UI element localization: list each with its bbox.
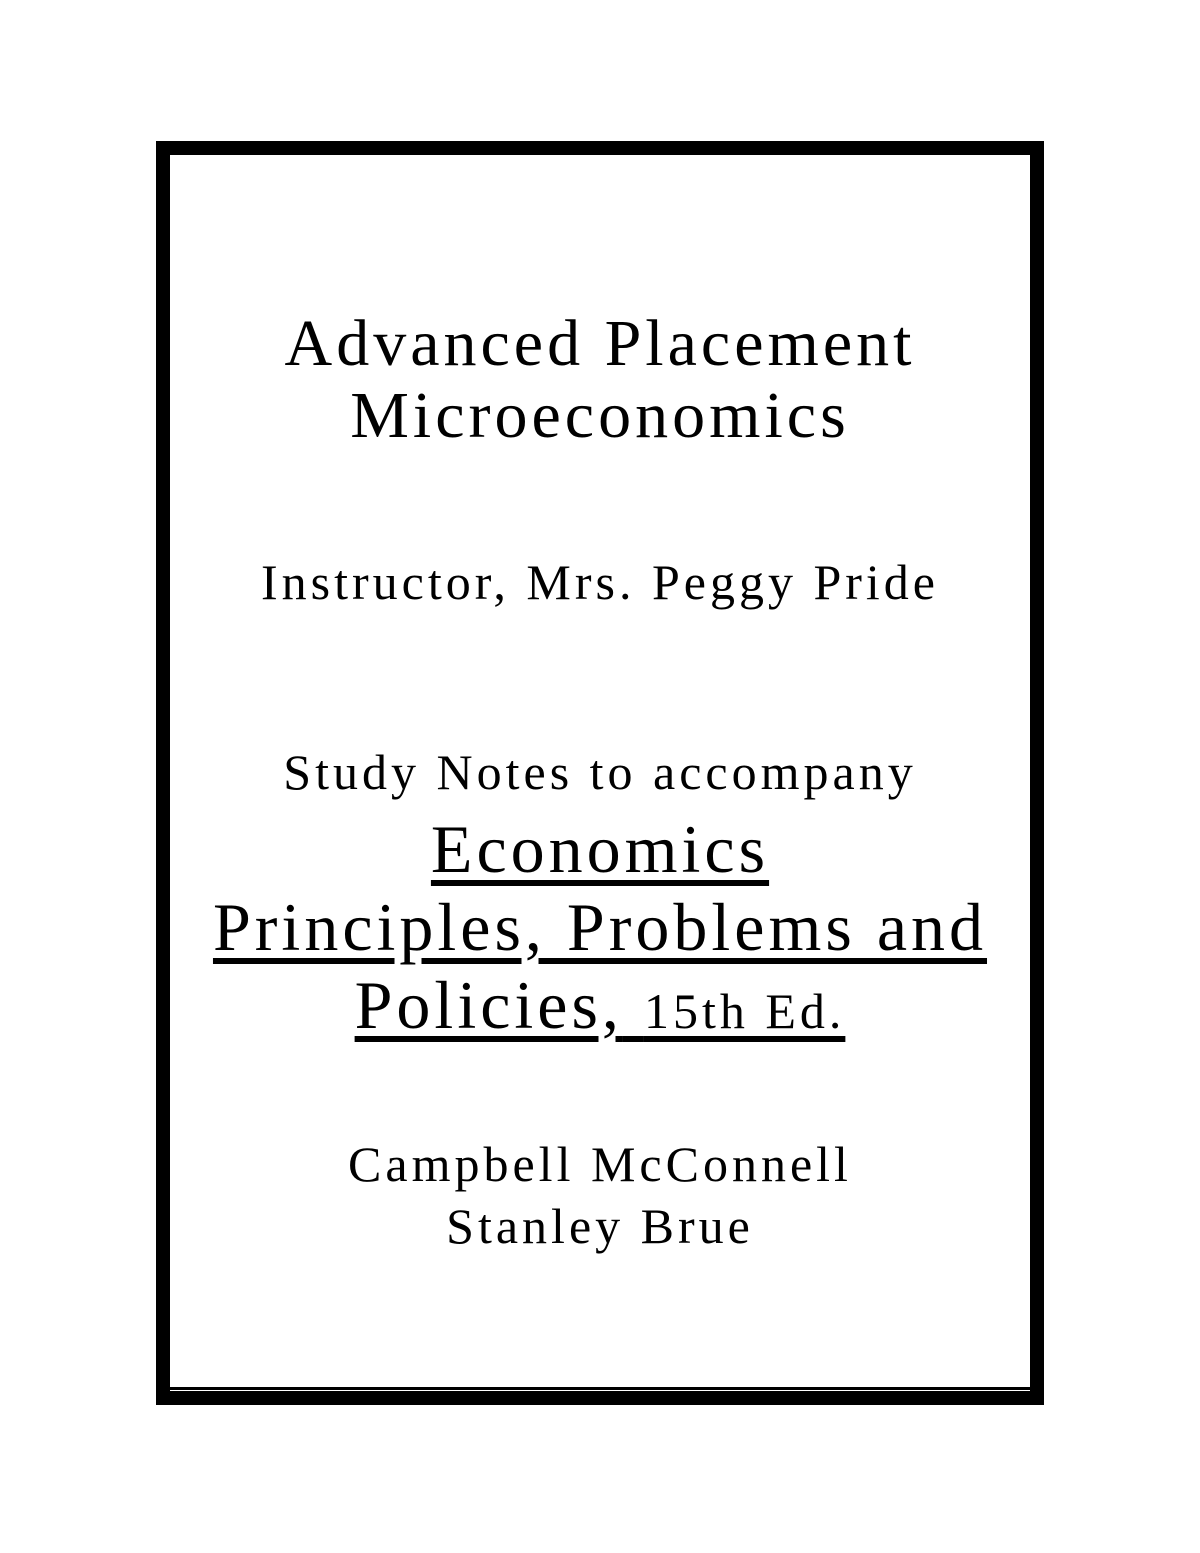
study-notes-line: Study Notes to accompany bbox=[283, 744, 917, 800]
author-1: Campbell McConnell bbox=[348, 1136, 852, 1192]
course-title-line-2: Microeconomics bbox=[350, 379, 850, 452]
book-title-line-1: Economics bbox=[430, 811, 770, 887]
course-title-line-1: Advanced Placement bbox=[284, 307, 916, 380]
book-title-line-2: Principles, Problems and bbox=[212, 889, 988, 965]
cover-border-bottom-rule bbox=[156, 1387, 1044, 1390]
book-title-line-3 bbox=[355, 967, 846, 1043]
book-edition: 15th Ed. bbox=[643, 983, 846, 1039]
course-title bbox=[0, 308, 1200, 452]
instructor-line: Instructor, Mrs. Peggy Pride bbox=[261, 554, 939, 610]
authors bbox=[0, 1133, 1200, 1257]
book-title bbox=[0, 810, 1200, 1050]
book-title-line-3-main: Policies, bbox=[354, 967, 623, 1043]
author-2: Stanley Brue bbox=[446, 1198, 754, 1254]
